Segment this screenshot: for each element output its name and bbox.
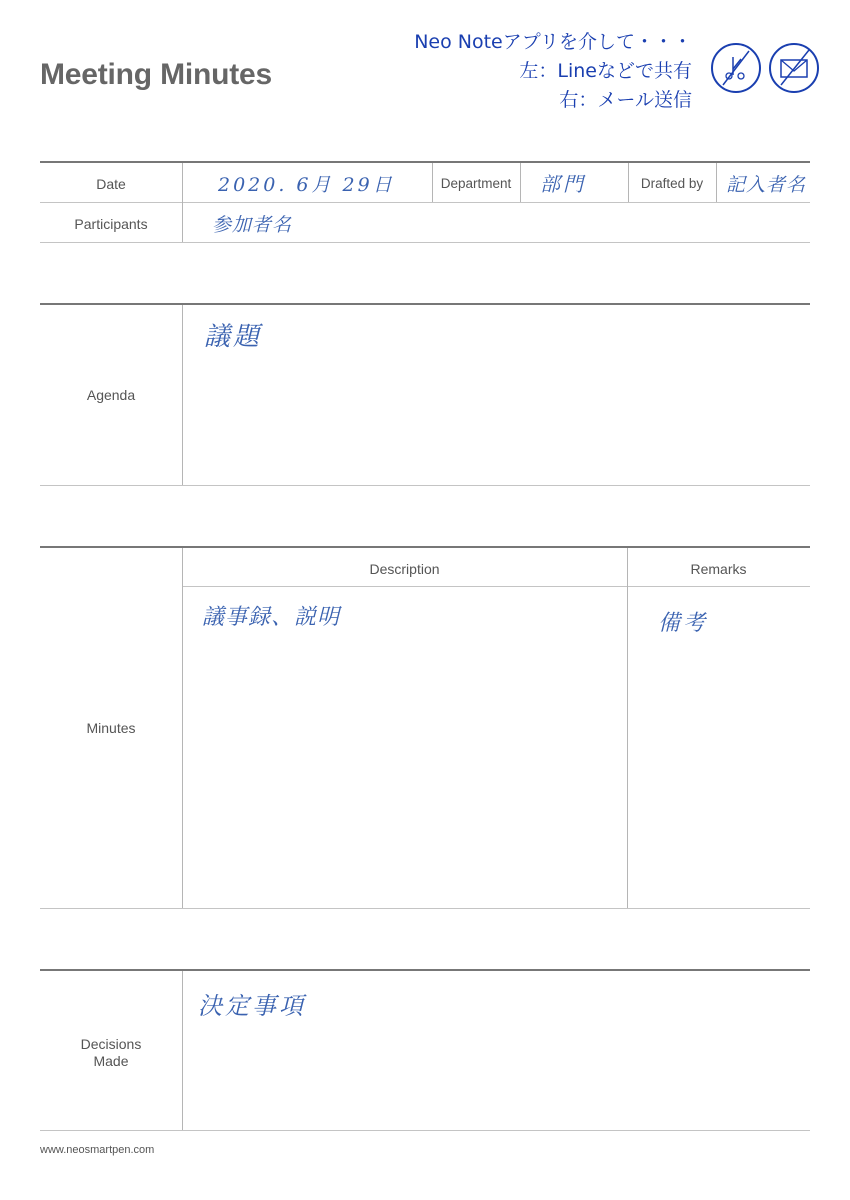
info-top-border bbox=[40, 161, 810, 163]
agenda-col-divider bbox=[182, 305, 183, 485]
info-col-divider bbox=[520, 163, 521, 202]
agenda-bottom-border bbox=[40, 485, 810, 486]
share-icon[interactable] bbox=[711, 43, 761, 93]
note-line-1: Neo Noteアプリを介して・・・ bbox=[414, 31, 692, 53]
remarks-value[interactable]: 備考 bbox=[658, 611, 709, 636]
date-label: Date bbox=[96, 176, 126, 192]
minutes-bottom-border bbox=[40, 908, 810, 909]
department-value[interactable]: 部門 bbox=[540, 172, 586, 196]
date-value[interactable]: 2020. 6月 29日 bbox=[218, 174, 395, 196]
participants-label: Participants bbox=[74, 216, 148, 232]
minutes-label: Minutes bbox=[86, 720, 136, 736]
page-title: Meeting Minutes bbox=[40, 58, 273, 91]
instruction-note bbox=[414, 28, 692, 115]
description-header: Description bbox=[369, 561, 440, 577]
drafted-by-label: Drafted by bbox=[640, 176, 704, 191]
drafted-by-value[interactable]: 記入者名 bbox=[726, 174, 807, 196]
info-bottom-border bbox=[40, 242, 810, 243]
decisions-label bbox=[40, 1036, 182, 1070]
department-label: Department bbox=[440, 176, 512, 191]
minutes-header-divider bbox=[182, 586, 810, 587]
info-col-divider bbox=[182, 163, 183, 242]
footer-url: www.neosmartpen.com bbox=[40, 1144, 155, 1156]
decisions-label-line2: Made bbox=[93, 1053, 129, 1069]
decisions-bottom-border bbox=[40, 1130, 810, 1131]
minutes-col-divider bbox=[627, 548, 628, 908]
decisions-label-line1: Decisions bbox=[80, 1036, 142, 1052]
minutes-top-border bbox=[40, 546, 810, 548]
agenda-top-border bbox=[40, 303, 810, 305]
description-value[interactable]: 議事録、説明 bbox=[202, 605, 341, 630]
note-line-2: 左：Lineなどで共有 bbox=[519, 60, 692, 82]
decisions-top-border bbox=[40, 969, 810, 971]
info-col-divider bbox=[716, 163, 717, 202]
decisions-value[interactable]: 決定事項 bbox=[198, 992, 306, 1020]
decisions-col-divider bbox=[182, 971, 183, 1130]
minutes-col-divider bbox=[182, 548, 183, 908]
note-line-3: 右：メール送信 bbox=[559, 89, 692, 111]
mail-icon[interactable] bbox=[769, 43, 819, 93]
remarks-header: Remarks bbox=[690, 561, 747, 577]
agenda-label: Agenda bbox=[86, 387, 136, 403]
info-row-divider bbox=[40, 202, 810, 203]
agenda-value[interactable]: 議題 bbox=[204, 322, 263, 352]
participants-value[interactable]: 参加者名 bbox=[212, 214, 293, 236]
